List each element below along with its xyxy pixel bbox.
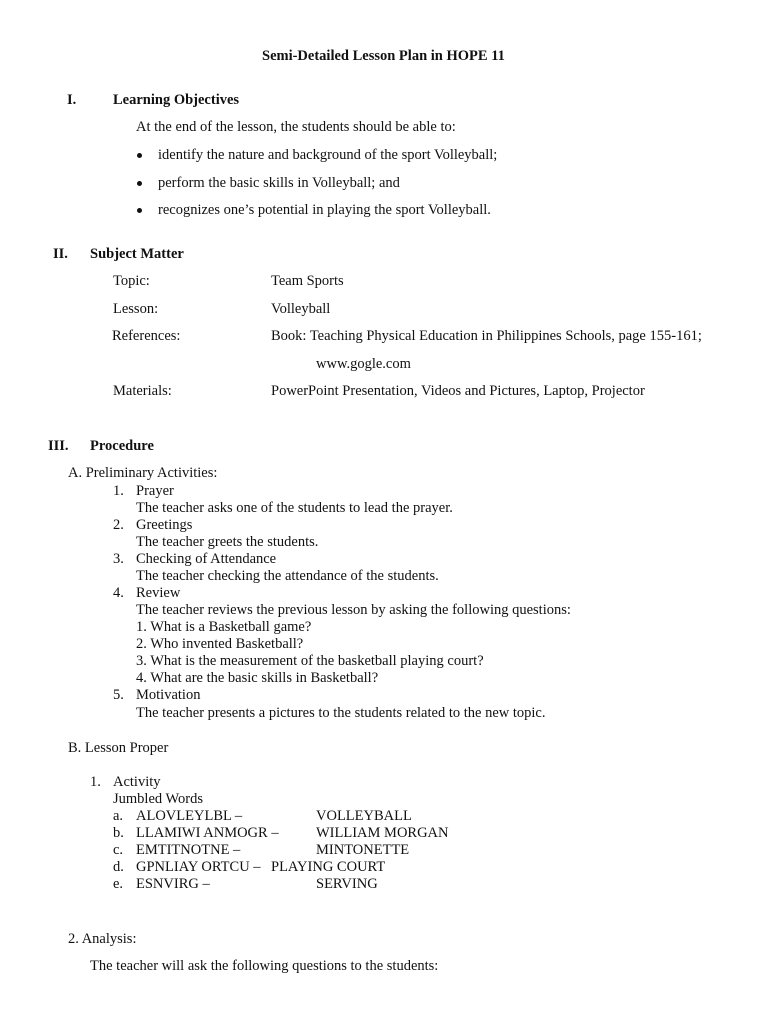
subsection-a-label: A. Preliminary Activities: (68, 465, 218, 481)
subject-value: www.gogle.com (316, 356, 411, 372)
jumbled-word: GPNLIAY ORTCU – (136, 859, 261, 875)
subject-label: Lesson: (113, 301, 159, 317)
activity-subtitle: Jumbled Words (113, 791, 203, 807)
objective-item: perform the basic skills in Volleyball; and (158, 175, 400, 191)
list-number: 2. (113, 517, 124, 533)
activity-title: Greetings (136, 517, 193, 533)
subject-value: Book: Teaching Physical Education in Philippines Schools, page 155-161; (271, 328, 702, 344)
objective-item: recognizes one’s potential in playing the sport Volleyball. (158, 202, 491, 218)
list-number: 4. (113, 585, 124, 601)
list-number: 1. (113, 483, 124, 499)
activity-text: The teacher greets the students. (136, 534, 319, 550)
jumbled-word: ALOVLEYLBL – (136, 808, 243, 824)
answer-word: WILLIAM MORGAN (316, 825, 449, 841)
item-letter: a. (113, 808, 124, 824)
review-question: 4. What are the basic skills in Basketball? (136, 670, 379, 686)
analysis-text: The teacher will ask the following questions to the students: (90, 958, 439, 974)
answer-word: MINTONETTE (316, 842, 410, 858)
item-letter: c. (113, 842, 124, 858)
section-1-numeral: I. (67, 92, 77, 108)
review-question: 3. What is the measurement of the basketball playing court? (136, 653, 484, 669)
review-question: 2. Who invented Basketball? (136, 636, 304, 652)
objectives-intro: At the end of the lesson, the students should be able to: (136, 119, 456, 135)
jumbled-word: EMTITNOTNE – (136, 842, 241, 858)
activity-text: The teacher asks one of the students to lead the prayer. (136, 500, 453, 516)
item-letter: b. (113, 825, 124, 841)
subject-label: Materials: (113, 383, 172, 399)
review-question: 1. What is a Basketball game? (136, 619, 312, 635)
activity-title: Review (136, 585, 181, 601)
list-number: 1. (90, 774, 101, 790)
list-number: 3. (113, 551, 124, 567)
activity-text: The teacher reviews the previous lesson by asking the following questions: (136, 602, 571, 618)
bullet-icon (137, 181, 142, 186)
answer-word: SERVING (316, 876, 378, 892)
item-letter: d. (113, 859, 124, 875)
jumbled-word: LLAMIWI ANMOGR – (136, 825, 279, 841)
bullet-icon (137, 208, 142, 213)
section-3-numeral: III. (48, 438, 69, 454)
section-2-heading: Subject Matter (90, 246, 184, 262)
objective-item: identify the nature and background of the sport Volleyball; (158, 147, 498, 163)
answer-word: PLAYING COURT (271, 859, 386, 875)
subject-label: References: (112, 328, 181, 344)
jumbled-word: ESNVIRG – (136, 876, 210, 892)
section-3-heading: Procedure (90, 438, 154, 454)
section-2-numeral: II. (53, 246, 68, 262)
section-1-heading: Learning Objectives (113, 92, 240, 108)
activity-text: The teacher presents a pictures to the students related to the new topic. (136, 705, 546, 721)
bullet-icon (137, 153, 142, 158)
page-title: Semi-Detailed Lesson Plan in HOPE 11 (262, 48, 505, 64)
item-letter: e. (113, 876, 124, 892)
subject-value: Team Sports (271, 273, 344, 289)
subject-value: PowerPoint Presentation, Videos and Pictures, Laptop, Projector (271, 383, 645, 399)
analysis-label: 2. Analysis: (68, 931, 137, 947)
activity-title: Motivation (136, 687, 201, 703)
activity-title: Prayer (136, 483, 174, 499)
answer-word: VOLLEYBALL (316, 808, 412, 824)
subsection-b-label: B. Lesson Proper (68, 740, 169, 756)
subject-label: Topic: (113, 273, 150, 289)
activity-title: Checking of Attendance (136, 551, 277, 567)
list-number: 5. (113, 687, 124, 703)
subject-value: Volleyball (271, 301, 331, 317)
activity-title: Activity (113, 774, 161, 790)
activity-text: The teacher checking the attendance of the students. (136, 568, 439, 584)
